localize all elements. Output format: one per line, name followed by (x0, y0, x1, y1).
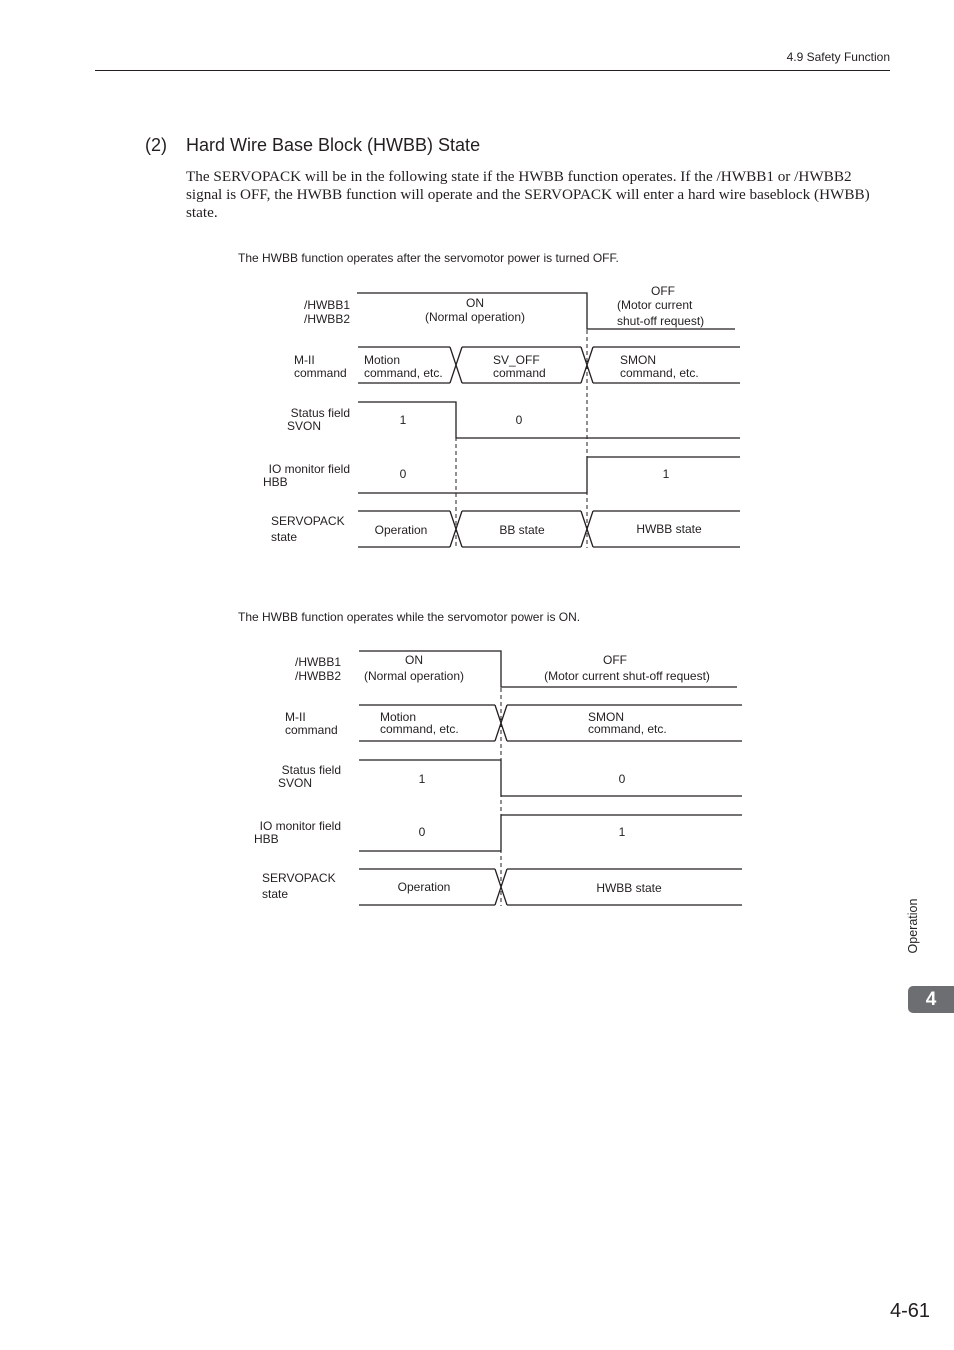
chapter-side-label: Operation (906, 898, 920, 954)
m2-segment-label: command (493, 366, 546, 380)
hbb-value: 1 (662, 467, 670, 481)
hwbb-off-label: (Motor current shut-off request) (544, 669, 710, 683)
hbb-waveform (358, 457, 740, 493)
signal-label-svon: SVON (278, 776, 313, 790)
signal-label-state: SERVOPACK (271, 514, 345, 528)
hwbb-off-label: shut-off request) (617, 314, 705, 328)
hbb-value: 0 (418, 825, 426, 839)
chapter-tab: 4 (908, 986, 954, 1013)
hwbb-off-label: OFF (651, 284, 675, 298)
diagram2-caption: The HWBB function operates while the servomotor power is ON. (238, 610, 581, 624)
m2-segment-label: Motion (380, 710, 417, 724)
hbb-value: 0 (399, 467, 407, 481)
signal-label-hwbb: /HWBB1 (294, 655, 341, 669)
section-body: The SERVOPACK will be in the following state if the HWBB function operates. If the /HWBB1 or /HWBB2 signal is OFF, the HWBB function will operate and the SERVOPACK will enter a hard wire baseblock (HWBB) state. (186, 168, 870, 221)
svon-value: 1 (399, 413, 407, 427)
m2-segment-label: command, etc. (588, 722, 667, 736)
hwbb-on-label: (Normal operation) (424, 310, 526, 324)
page-number: 4-61 (889, 1300, 930, 1322)
state-label: Operation (374, 523, 428, 537)
svon-value: 0 (618, 772, 626, 786)
section-number: (2) (145, 135, 167, 155)
m2-segment-label: Motion (364, 353, 401, 367)
m2-segment-label: command, etc. (364, 366, 443, 380)
m2-segment-label: command, etc. (620, 366, 699, 380)
state-label: HWBB state (596, 881, 662, 895)
signal-label-hbb: HBB (254, 832, 279, 846)
diagram1-caption: The HWBB function operates after the servomotor power is turned OFF. (238, 251, 619, 265)
svon-value: 0 (515, 413, 523, 427)
m2-segment-label: SV_OFF (493, 353, 540, 367)
signal-label-m2: command (294, 366, 347, 380)
signal-label-hbb: IO monitor field (259, 819, 341, 833)
hbb-value: 1 (618, 825, 626, 839)
signal-label-svon: Status field (281, 763, 341, 777)
timing-diagram-1 (357, 293, 740, 548)
svon-value: 1 (418, 772, 426, 786)
signal-label-hwbb: /HWBB2 (303, 312, 350, 326)
signal-label-m2: M-II (294, 353, 315, 367)
signal-label-state: state (271, 530, 298, 544)
signal-label-state: state (262, 887, 289, 901)
signal-label-m2: command (285, 723, 338, 737)
state-label: HWBB state (636, 522, 702, 536)
signal-label-hwbb: /HWBB2 (294, 669, 341, 683)
timing-diagram-2-labels (254, 653, 710, 901)
hwbb-on-label: ON (405, 653, 423, 667)
signal-label-svon: SVON (287, 419, 322, 433)
signal-label-hbb: IO monitor field (268, 462, 350, 476)
signal-label-svon: Status field (290, 406, 350, 420)
m2-segment-label: SMON (620, 353, 656, 367)
signal-label-m2: M-II (285, 710, 306, 724)
timing-diagram-2 (359, 651, 742, 906)
signal-label-hwbb: /HWBB1 (303, 298, 350, 312)
svon-waveform (359, 760, 742, 796)
m2-segment-label: command, etc. (380, 722, 459, 736)
hwbb-off-label: (Motor current (617, 298, 693, 312)
signal-label-hbb: HBB (263, 475, 288, 489)
hbb-waveform (359, 815, 742, 851)
section-title-text: Hard Wire Base Block (HWBB) State (186, 135, 481, 155)
svon-waveform (358, 402, 740, 438)
signal-label-state: SERVOPACK (262, 871, 336, 885)
hwbb-on-label: ON (466, 296, 484, 310)
state-label: BB state (499, 523, 545, 537)
timing-diagram-1-labels (263, 284, 704, 544)
state-label: Operation (397, 880, 451, 894)
hwbb-off-label: OFF (603, 653, 627, 667)
hwbb-on-label: (Normal operation) (363, 669, 465, 683)
m2-segment-label: SMON (588, 710, 624, 724)
running-header: 4.9 Safety Function (786, 50, 890, 64)
